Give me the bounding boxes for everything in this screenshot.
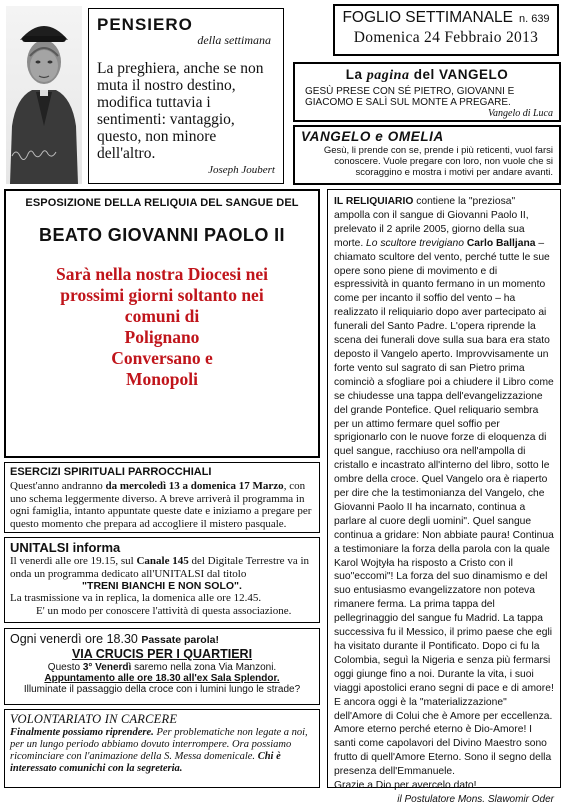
volunteering-lead: Finalmente possiamo riprendere. [10,727,154,738]
exercises-text [10,480,314,530]
issue-header [333,4,559,56]
via-crucis-appointment: Appuntamento alle ore 18.30 all'ex Sala Splendor. [44,673,280,684]
via-crucis-zone-b: saremo nella zona Via Manzoni. [131,662,277,673]
gospel-title-b: pagina [366,68,410,83]
relic-heading: ESPOSIZIONE DELLA RELIQUIA DEL SANGUE DEL [25,197,299,209]
pensiero-title: PENSIERO [97,15,193,34]
gospel-page-title [301,67,553,84]
via-crucis-lights: Illuminate il passaggio della croce con i lumini lungo le strade? [23,684,301,695]
relic-announcement [12,264,312,390]
unitalsi-text [10,555,314,580]
homily-text: Gesù, li prende con se, prende i più reticenti, vuol farsi conoscere. Vuole pregare con loro, non vuole che si scoraggino e mostra i motivi per andare avanti. [323,145,553,178]
relic-name: BEATO GIOVANNI PAOLO II [39,225,285,245]
reliquary-signature: il Postulatore Mons. Slawomir Oder [397,793,554,805]
pensiero-box [88,8,284,184]
via-crucis-title: VIA CRUCIS PER I QUARTIERI [71,647,253,661]
spiritual-exercises-box [4,462,320,533]
pensiero-subtitle: della settimana [197,33,271,47]
unitalsi-show-title: "TRENI BIANCHI E NON SOLO". [82,580,242,592]
reliquary-lead: IL RELIQUIARIO [334,196,414,207]
exercises-text-2: , con uno schema leggermente diverso. A breve arriverà il programma in ogni famiglia, intanto appuntate queste date e iniziamo a pregare per questo momento che prepara ad accogliere il mistero pasquale. [10,480,312,530]
volunteering-contact: Chi è interessato comunichi con la segreteria. [10,751,281,774]
via-crucis-zone [10,662,314,673]
reliquary-thanks: Grazie a Dio per avercelo dato! [334,780,477,792]
gospel-page-ref: Vangelo di Luca [488,108,553,119]
unitalsi-replay: La trasmissione va in replica, la domenica alle ore 12.45. [10,592,262,604]
via-crucis-box [4,628,320,705]
reliquary-sculptor-name: Carlo Balljana [466,237,536,249]
gospel-page-text: GESÙ PRESE CON SÉ PIETRO, GIOVANNI E GIACOMO E SALÌ SUL MONTE A PREGARE. [305,86,515,108]
relic-line-2: prossimi giorni soltanto nei [60,285,264,305]
unitalsi-text-1: Il venerdì alle ore 19.15, sul [10,555,137,567]
reliquary-intro: contiene la "preziosa" ampolla con il sangue di Giovanni Paolo II, prelevato il 2 aprile 2005, giorno della sua morte. [334,196,529,249]
reliquary-article [327,189,561,805]
prison-volunteering-box [4,709,320,788]
pensiero-author: Joseph Joubert [208,164,275,176]
via-crucis-friday: 3° Venerdì [82,662,132,673]
gospel-page-box [293,62,561,122]
unitalsi-box [4,537,320,623]
unitalsi-text-2: del Digitale Terrestre va in onda un programma dedicato all'UNITALSI dal titolo [10,555,310,580]
reliquary-text [334,195,554,793]
issue-title: FOGLIO SETTIMANALE [342,9,513,26]
priest-portrait [6,6,82,184]
homily-title: VANGELO e OMELIA [301,129,444,144]
via-crucis-zone-a: Questo [47,662,83,673]
relic-line-6: Monopoli [126,369,198,389]
issue-number: n. 639 [518,13,550,25]
relic-exposition-box [4,189,320,458]
exercises-title: ESERCIZI SPIRITUALI PARROCCHIALI [10,466,212,478]
gospel-title-a: La [345,67,363,82]
exercises-dates: da mercoledì 13 a domenica 17 Marzo [105,480,284,492]
relic-line-3: comuni di [124,306,200,326]
unitalsi-channel: Canale 145 [136,555,189,567]
pensiero-quote: La preghiera, anche se non muta il nostro destino, modifica tuttavia i sentimenti: vantaggio, questo, non minore dell'altro. [97,60,264,162]
unitalsi-closing: E' un modo per conoscere l'attività di questa associazione. [36,604,292,617]
relic-line-5: Conversano e [111,348,213,368]
relic-line-1: Sarà nella nostra Diocesi nei [56,264,268,284]
via-crucis-pass-word: Passate parola! [141,634,219,646]
unitalsi-title: UNITALSI informa [10,540,121,555]
reliquary-sculptor-label: Lo scultore trevigiano [366,237,464,249]
via-crucis-time: Ogni venerdì ore 18.30 [10,632,142,646]
volunteering-text [10,727,314,775]
exercises-text-1: Quest'anno andranno [10,480,106,492]
volunteering-body: Per problematiche non legate a noi, per un lungo periodo abbiamo dovuto interrompere. Ora possiamo ricominciare con l'animazione della S. Messa domenicale. [10,727,308,762]
gospel-title-c: del VANGELO [413,67,509,82]
via-crucis-intro [10,632,314,646]
relic-line-4: Polignano [124,327,200,347]
volunteering-title: VOLONTARIATO IN CARCERE [10,712,178,726]
homily-box [293,125,561,185]
issue-date: Domenica 24 Febbraio 2013 [353,29,539,46]
reliquary-body: – chiamato scultore del vento, perché tutte le sue opere sono piene di movimento e di espressività in quanto fermano in un momento come per incanto il soffio del vento – ha realizzato il reliquiario dopo aver partecipato ai funerali del Santo Padre. L'opera riprende la scena dei funerali dove sulla sua bara era stato deposto il Vangelo aperto. Improvvisamente un forte vento sul sagrato di san Pietro prima cominciò a sfogliare poi a chiudere il Libro come se chiudesse una tappa dell'evangelizzazione del grande Pontefice. Quel reliquario sembra per un attimo fermare quel soffio per sprigionarlo con le nuove forze di eloquenza di quel sangue, racchiuso ora nell'ampolla di cristallo e incastrato all'interno del libro, sotto le ombre della croce. Quel Vangelo ora è riaperto per dire che la testimonianza del Vangelo, che Giovanni Paolo II ha incarnato, continua a parlare al cuore degli uomini". Quel sangue continua a gridare: Non abbiate paura! Continua a testimoniare la forza della parola con la quale Karol Wojtyła ha risposto a Cristo con il suo"eccomi"! La forza del suo dinamismo e del suo entusiasmo evangelizzatore non poteva rimanere ferma. La prima tappa del pellegrinaggio del sangue fu Madrid. La tappa successiva fu il Messico, il primo paese che egli ha visitato durante il Pontificato. Dopo ci fu la Colombia, seguì la Nigeria e senza più fermarsi oggi giunge fino a noi. Durante la vita, i suoi viaggi apostolici erano segni di pace e di amore! E ancora oggi è la "materializzazione" dell'Amore di Colui che è Amore per eccellenza. Amore eterno perché eterno è Dio-Amore! I santi come capolavori del Divino Maestro sono frutto di quell'Amore Eterno. Sono il segno della presenza dell'Emmanuele. [334,237,554,778]
portrait-image [6,6,82,184]
